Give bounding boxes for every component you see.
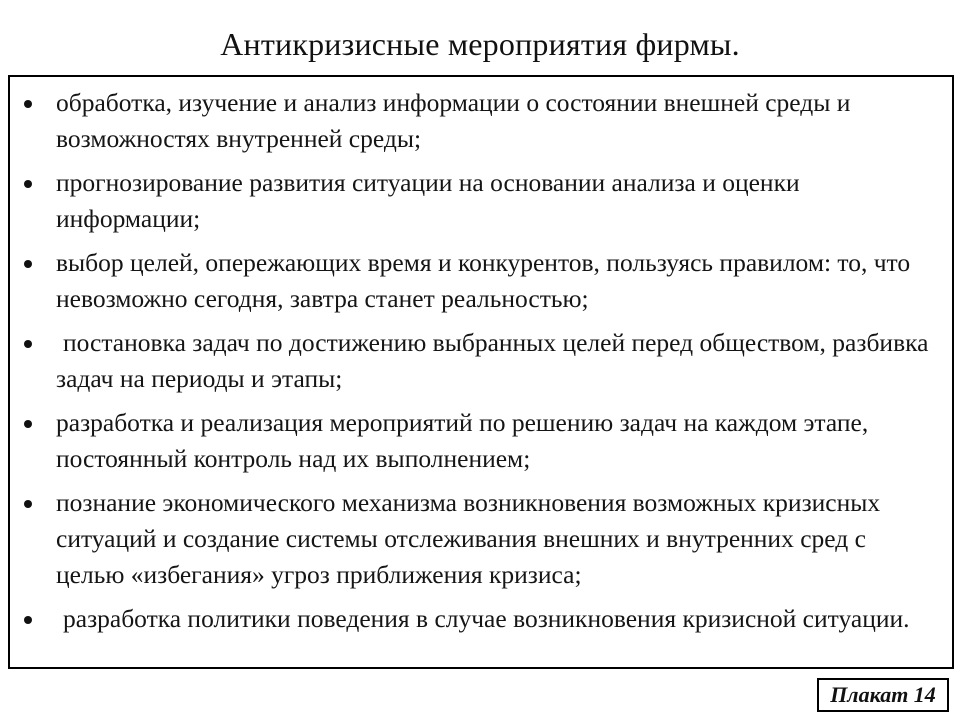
list-item-text: выбор целей, опережающих время и конкурентов, пользуясь правилом: то, что невозможно сегодня, завтра станет реальностью; (56, 248, 911, 313)
list-item-text: прогнозирование развития ситуации на основании анализа и оценки информации; (56, 168, 800, 233)
list-item-text: разработка политики поведения в случае возникновения кризисной ситуации. (63, 604, 910, 633)
content-box (8, 75, 954, 669)
list-item (10, 485, 952, 593)
list-item (10, 325, 952, 397)
bullet-icon (24, 500, 32, 508)
list-item (10, 85, 952, 157)
list-item (10, 405, 952, 477)
bullet-icon (24, 420, 32, 428)
poster-number-label: Плакат 14 (817, 678, 949, 712)
bullet-icon (24, 260, 32, 268)
bullet-icon (24, 180, 32, 188)
bullet-icon (24, 100, 32, 108)
bullet-icon (24, 616, 32, 624)
list-item (10, 601, 952, 637)
list-item-text: обработка, изучение и анализ информации о состоянии внешней среды и возможностях внутренней среды; (56, 88, 851, 153)
list-item (10, 165, 952, 237)
list-item-text: постановка задач по достижению выбранных целей перед обществом, разбивка задач на периоды и этапы; (56, 328, 929, 393)
list-item-text: разработка и реализация мероприятий по решению задач на каждом этапе, постоянный контроль над их выполнением; (56, 408, 869, 473)
list-item-text: познание экономического механизма возникновения возможных кризисных ситуаций и создание системы отслеживания внешних и внутренних сред с целью «избегания» угроз приближения кризиса; (56, 488, 881, 589)
bullet-icon (24, 340, 32, 348)
bullet-list (10, 85, 952, 645)
slide-title: Антикризисные мероприятия фирмы. (220, 26, 740, 62)
list-item (10, 245, 952, 317)
